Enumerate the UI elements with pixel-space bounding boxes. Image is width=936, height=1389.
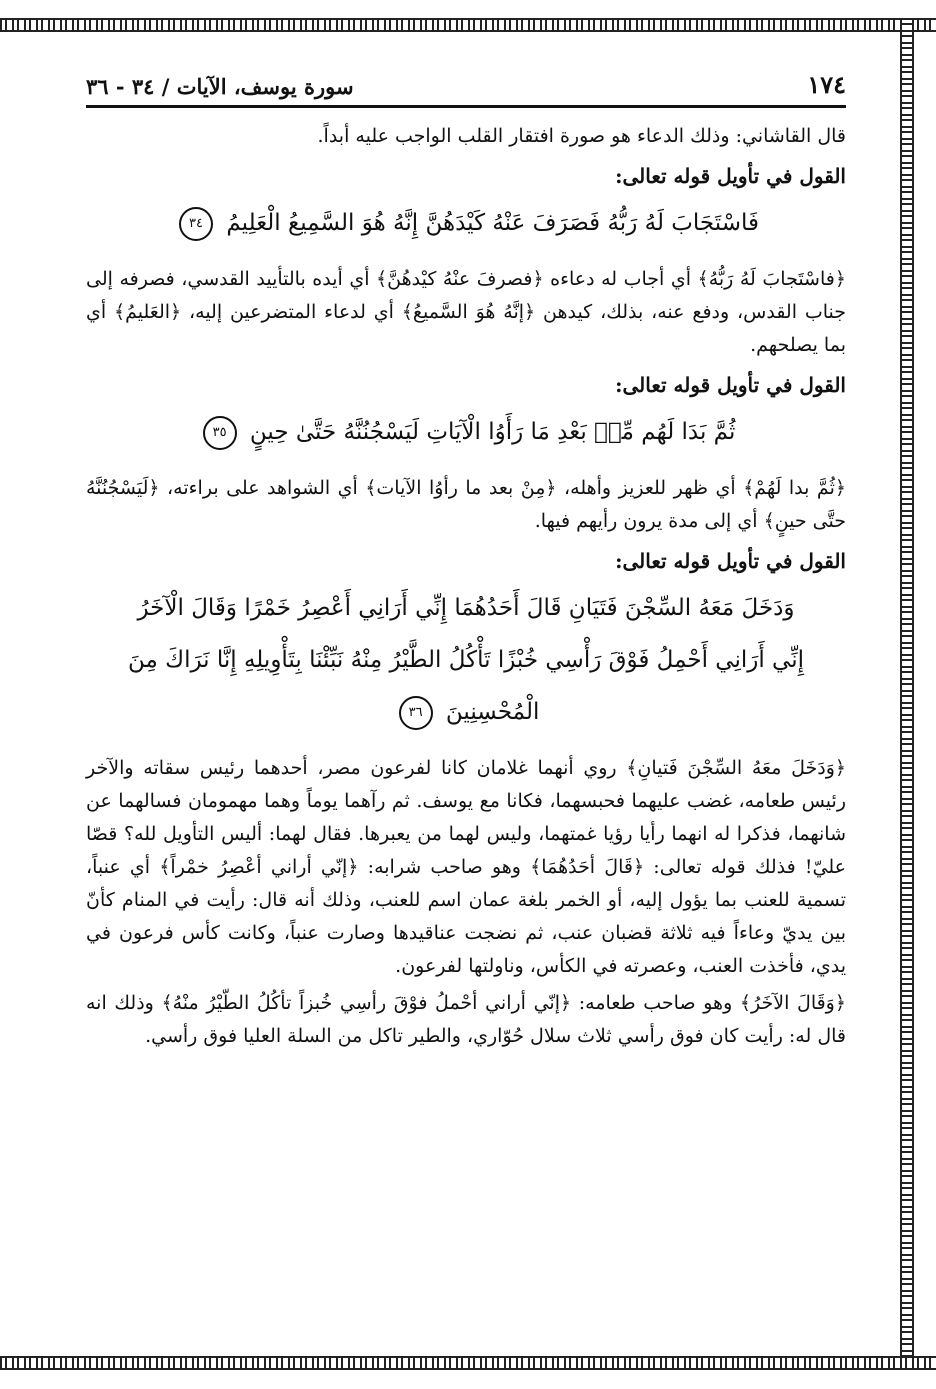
commentary-paragraph: ﴿ثُمَّ بدا لَهُمْ﴾ أي ظهر للعزيز وأهله، ﴿مِنْ بعد ما رأوُا الآيات﴾ أي الشواهد على براءته، ﴿لَيَسْجُنُنَّهُ حتَّى حينٍ﴾ أي إلى مدة يرون رأيهم فيها. xyxy=(86,477,846,532)
quran-verse xyxy=(86,406,846,458)
ayah-number-marker: ٣٤ xyxy=(179,207,213,241)
section-heading: القول في تأويل قوله تعالى: xyxy=(615,373,846,397)
verse-line: إِنِّي أَرَانِي أَحْمِلُ فَوْقَ رَأْسِي خُبْزًا تَأْكُلُ الطَّيْرُ مِنْهُ نَبِّئْنَا بِتَأْوِيلِهِ إِنَّا نَرَاكَ مِنَ xyxy=(127,647,805,673)
running-title: سورة يوسف، الآيات / ٣٤ - ٣٦ xyxy=(86,74,354,99)
running-header xyxy=(86,70,846,108)
verse-line: فَاسْتَجَابَ لَهُ رَبُّهُ فَصَرَفَ عَنْهُ كَيْدَهُنَّ إِنَّهُ هُوَ السَّمِيعُ الْعَلِيمُ xyxy=(226,210,759,236)
commentary-paragraph: ﴿وَقَالَ الآخَرُ﴾ وهو صاحب طعامه: ﴿إنّي أراني أحْملُ فوْقَ رأسِي خُبزاً تأكُلُ الطّيْرُ منْهُ﴾ وذلك انه قال له: رأيت كان فوق رأسي ثلاث سلال حُوّاري، والطير تاكل من السلة العليا فوق رأسي. xyxy=(86,992,846,1047)
ayah-number-marker: ٣٦ xyxy=(399,696,433,730)
page-number: ١٧٤ xyxy=(807,70,846,99)
section-heading: القول في تأويل قوله تعالى: xyxy=(615,164,846,188)
ayah-number-marker: ٣٥ xyxy=(203,416,237,450)
decorative-border-bottom xyxy=(0,1356,936,1370)
decorative-border-right xyxy=(900,18,914,1370)
quran-verse xyxy=(86,197,846,249)
section-heading: القول في تأويل قوله تعالى: xyxy=(615,549,846,573)
commentary-paragraph: ﴿فاسْتَجابَ لَهُ رَبُّهُ﴾ أي أجاب له دعاءه ﴿فصرفَ عنْهُ كيْدهُنَّ﴾ أي أيده بالتأييد القدسي، فصرفه إلى جناب القدس، ودفع عنه، بذلك، كيدهن ﴿إنَّهُ هُوَ السَّميعُ﴾ أي لدعاء المتضرعين إليه، ﴿العَليمُ﴾ أي بما يصلحهم. xyxy=(86,268,846,356)
commentary-paragraph: ﴿وَدَخَلَ معَهُ السِّجْنَ فَتيانِ﴾ روي أنهما غلامان كانا لفرعون مصر، أحدهما رئيس سقاته والآخر رئيس طعامه، غضب عليهما فحبسهما، فكانا مع يوسف. ثم رآهما يوماً وهما مهمومان فسالهما عن شانهما، فذكرا له انهما رأيا رؤيا غمتهما، وليس لهما من يعبرها. فقال لهما: أليس التأويل لله؟ قصّا عليّ! فذلك قوله تعالى: ﴿قَالَ أحَدُهُمَا﴾ وهو صاحب شرابه: ﴿إنّي أراني أعْصِرُ خمْراً﴾ أي عنباً، تسمية للعنب بما يؤول إليه، أو الخمر بلغة عمان اسم للعنب، وذلك أنه قال: رأيت في المنام كأنّ بين يديّ وعاءاً فيه ثلاثة قضبان عنب، ثم نضجت عناقيدها وصارت عنباً، وكانت كأس فرعون في يدي، فأخذت العنب، وعصرته في الكأس، وناولتها لفرعون. xyxy=(86,757,846,977)
page-content xyxy=(86,70,846,1057)
verse-line: ثُمَّ بَدَا لَهُم مِّنۢ بَعْدِ مَا رَأَوُا الْآيَاتِ لَيَسْجُنُنَّهُ حَتَّىٰ حِينٍ xyxy=(249,419,736,445)
intro-paragraph: قال القاشاني: وذلك الدعاء هو صورة افتقار القلب الواجب عليه أبداً. xyxy=(317,125,846,147)
verse-line: الْمُحْسِنِينَ xyxy=(445,699,540,725)
quran-verse xyxy=(86,582,846,738)
decorative-border-top xyxy=(0,18,936,32)
verse-line: وَدَخَلَ مَعَهُ السِّجْنَ فَتَيَانِ قَالَ أَحَدُهُمَا إِنِّي أَرَانِي أَعْصِرُ خَمْرًا وَقَالَ الْآخَرُ xyxy=(137,595,795,621)
